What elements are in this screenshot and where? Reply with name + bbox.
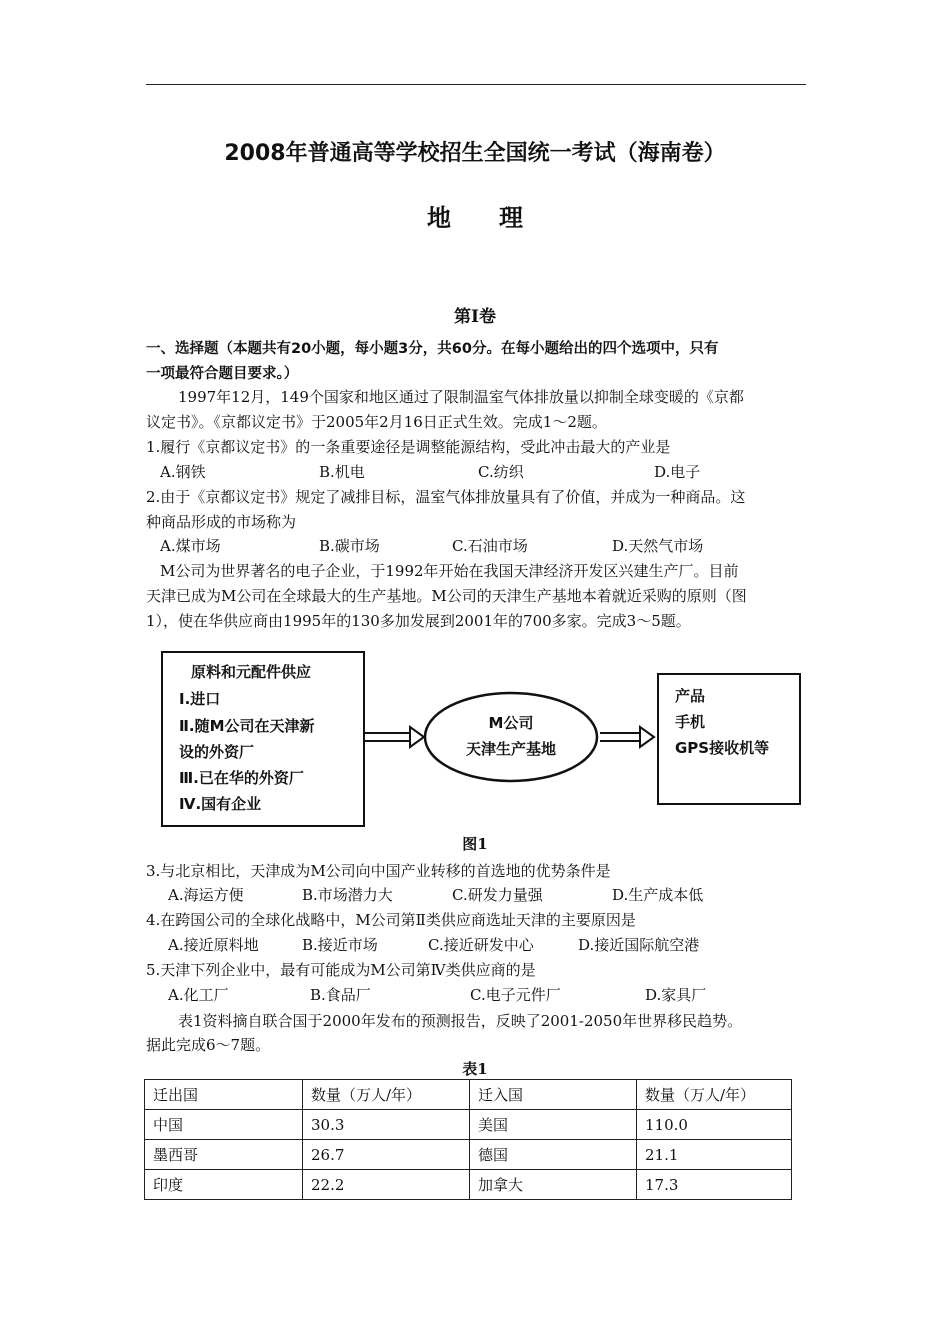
supply-title: 原料和元配件供应	[191, 663, 312, 681]
q4-option-a: A.接近原料地	[168, 936, 259, 954]
q5-option-c: C.电子元件厂	[470, 986, 561, 1004]
product-title: 产品	[675, 687, 706, 705]
table-row	[145, 1140, 792, 1170]
q5-option-b: B.食品厂	[310, 986, 371, 1004]
subject-title: 地 理	[427, 204, 523, 232]
header-cell-emigration-country: 迁出国	[145, 1080, 303, 1110]
question-2-stem: 2.由于《京都议定书》规定了减排目标，温室气体排放量具有了价值，并成为一种商品。这	[146, 488, 746, 506]
q2-option-d: D.天然气市场	[612, 537, 704, 555]
passage-1-cont: 议定书》。《京都议定书》于2005年2月16日正式生效。完成1～2题。	[146, 413, 607, 431]
q2-option-a: A.煤市场	[160, 537, 221, 555]
arrow-supply-to-base	[363, 727, 424, 747]
supply-item-3: Ⅲ.已在华的外资厂	[179, 769, 304, 787]
migration-table	[144, 1079, 792, 1200]
header-cell-immigration-count: 数量（万人/年）	[637, 1080, 792, 1110]
question-4-stem: 4.在跨国公司的全球化战略中，M公司第Ⅱ类供应商选址天津的主要原因是	[146, 911, 636, 929]
q4-option-b: B.接近市场	[302, 936, 378, 954]
base-label-line1: M公司	[488, 714, 534, 732]
table-cell: 美国	[470, 1110, 637, 1140]
q4-option-c: C.接近研发中心	[428, 936, 534, 954]
table-row	[145, 1110, 792, 1140]
product-item-2: GPS接收机等	[675, 739, 770, 757]
exam-title: 2008年普通高等学校招生全国统一考试（海南卷）	[224, 141, 726, 166]
table-cell: 17.3	[637, 1170, 792, 1200]
arrow-base-to-products	[600, 727, 654, 747]
product-item-1: 手机	[675, 713, 706, 731]
q1-option-b: B.机电	[319, 463, 365, 481]
section-heading: 一、选择题（本题共有20小题，每小题3分，共60分。在每小题给出的四个选项中，只有	[146, 341, 719, 357]
supply-item-2-cont: 设的外资厂	[179, 743, 255, 761]
q3-option-c: C.研发力量强	[452, 886, 543, 904]
header-cell-emigration-count: 数量（万人/年）	[303, 1080, 470, 1110]
passage-3: 表1资料摘自联合国于2000年发布的预测报告，反映了2001-2050年世界移民趋势。	[178, 1012, 743, 1030]
q5-option-d: D.家具厂	[645, 986, 707, 1004]
figure-caption: 图1	[462, 835, 488, 853]
q3-option-d: D.生产成本低	[612, 886, 704, 904]
supply-box	[161, 651, 365, 827]
q5-option-a: A.化工厂	[168, 986, 229, 1004]
table-cell: 加拿大	[470, 1170, 637, 1200]
question-1-stem: 1.履行《京都议定书》的一条重要途径是调整能源结构，受此冲击最大的产业是	[146, 438, 671, 456]
q3-option-b: B.市场潜力大	[302, 886, 393, 904]
question-3-stem: 3.与北京相比，天津成为M公司向中国产业转移的首选地的优势条件是	[146, 862, 611, 880]
passage-2-cont: 天津已成为M公司在全球最大的生产基地。M公司的天津生产基地本着就近采购的原则（图	[146, 587, 747, 605]
q1-option-d: D.电子	[654, 463, 701, 481]
table-cell: 110.0	[637, 1110, 792, 1140]
q1-option-c: C.纺织	[478, 463, 524, 481]
table-cell: 21.1	[637, 1140, 792, 1170]
passage-1: 1997年12月，149个国家和地区通过了限制温室气体排放量以抑制全球变暖的《京都	[178, 388, 744, 406]
table-row	[145, 1170, 792, 1200]
table-cell: 中国	[145, 1110, 303, 1140]
product-box	[657, 673, 801, 805]
passage-2: M公司为世界著名的电子企业，于1992年开始在我国天津经济开发区兴建生产厂。目前	[160, 562, 739, 580]
q2-option-b: B.碳市场	[319, 537, 380, 555]
q2-option-c: C.石油市场	[452, 537, 528, 555]
q4-option-d: D.接近国际航空港	[578, 936, 700, 954]
header-cell-immigration-country: 迁入国	[470, 1080, 637, 1110]
supply-item-2: Ⅱ.随M公司在天津新	[179, 717, 315, 735]
table-cell: 30.3	[303, 1110, 470, 1140]
table-caption: 表1	[462, 1060, 488, 1078]
supply-item-4: Ⅳ.国有企业	[179, 795, 262, 813]
table-header-row	[145, 1080, 792, 1110]
question-5-stem: 5.天津下列企业中，最有可能成为M公司第Ⅳ类供应商的是	[146, 961, 536, 979]
production-base-ellipse	[425, 693, 597, 781]
table-cell: 印度	[145, 1170, 303, 1200]
passage-3-cont: 据此完成6～7题。	[146, 1036, 271, 1054]
table-cell: 26.7	[303, 1140, 470, 1170]
supply-item-1: Ⅰ.进口	[179, 690, 221, 708]
table-cell: 22.2	[303, 1170, 470, 1200]
question-2-stem-cont: 种商品形成的市场称为	[146, 513, 297, 531]
q1-option-a: A.钢铁	[160, 463, 206, 481]
q3-option-a: A.海运方便	[168, 886, 244, 904]
table-cell: 墨西哥	[145, 1140, 303, 1170]
section-heading-cont: 一项最符合题目要求。）	[146, 366, 299, 382]
volume-title: 第Ⅰ卷	[454, 307, 496, 327]
passage-2-cont2: 1），使在华供应商由1995年的130多加发展到2001年的700多家。完成3～5题。	[146, 612, 691, 630]
base-label-line2: 天津生产基地	[465, 740, 556, 758]
table-cell: 德国	[470, 1140, 637, 1170]
